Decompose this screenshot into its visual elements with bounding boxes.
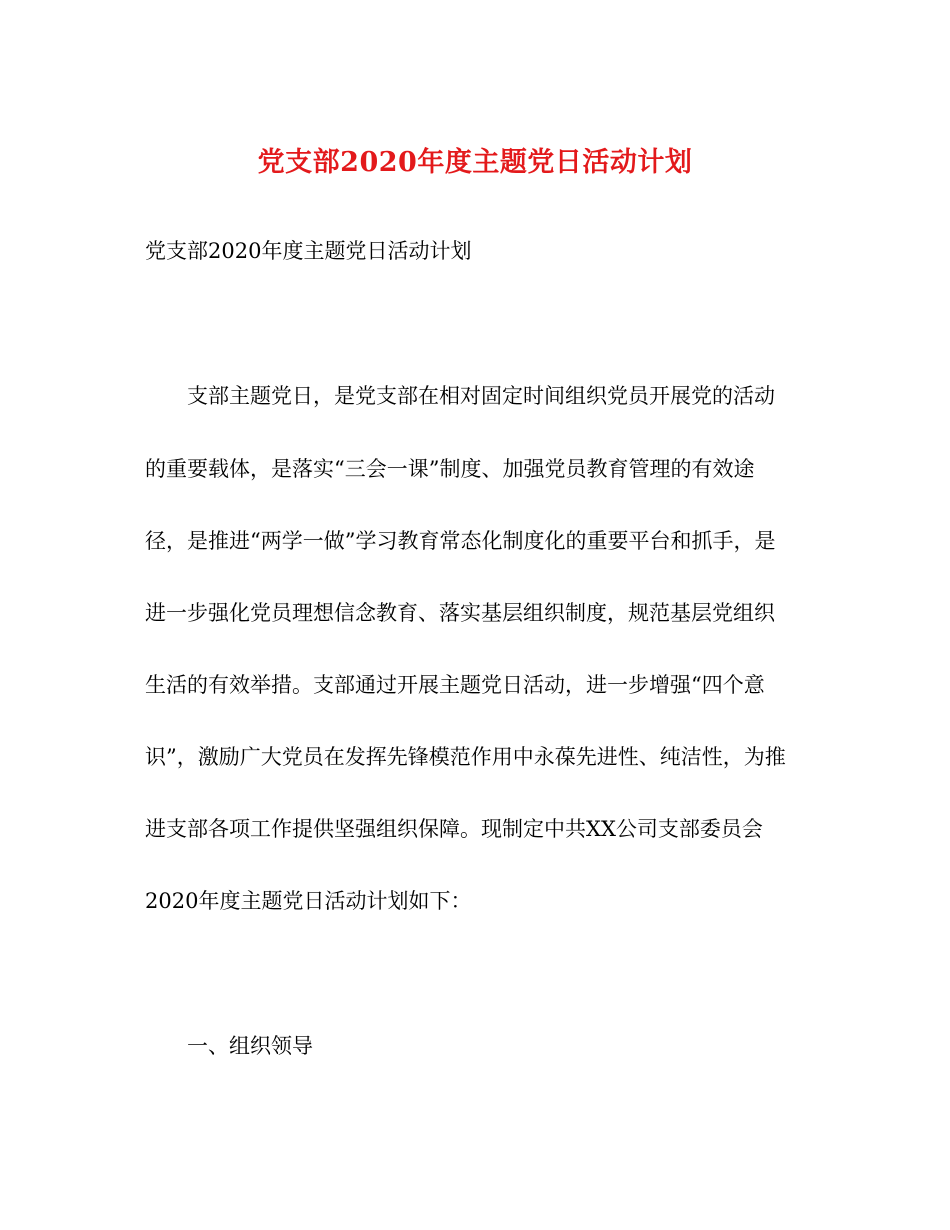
section-heading: 一、组织领导	[187, 1034, 313, 1058]
paragraph-line: 生活的有效举措。支部通过开展主题党日活动，进一步增强“四个意	[145, 673, 765, 697]
paragraph-line: 2020年度主题党日活动计划如下：	[145, 889, 472, 913]
document-subtitle: 党支部2020年度主题党日活动计划	[145, 239, 472, 263]
paragraph-line: 识”，激励广大党员在发挥先锋模范作用中永葆先进性、纯洁性，为推	[145, 745, 786, 769]
paragraph-line: 径，是推进“两学一做”学习教育常态化制度化的重要平台和抓手，是	[145, 529, 776, 553]
paragraph-line: 进一步强化党员理想信念教育、落实基层组织制度，规范基层党组织	[145, 601, 775, 625]
paragraph-line: 进支部各项工作提供坚强组织保障。现制定中共XX公司支部委员会	[145, 817, 763, 841]
document-title: 党支部2020年度主题党日活动计划	[257, 147, 693, 178]
paragraph-line: 的重要载体，是落实“三会一课”制度、加强党员教育管理的有效途	[145, 457, 755, 481]
paragraph-line: 支部主题党日，是党支部在相对固定时间组织党员开展党的活动	[187, 384, 775, 408]
